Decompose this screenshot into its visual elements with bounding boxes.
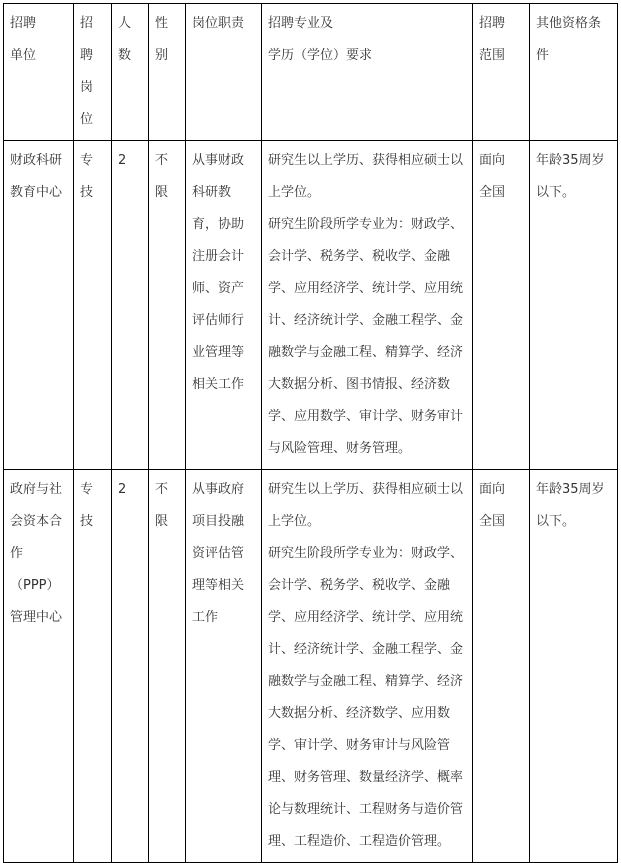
cell-requirements xyxy=(262,141,473,470)
header-cell-gender: 性 别 xyxy=(149,4,186,141)
table-header-row xyxy=(4,4,618,141)
cell-scope: 面向 全国 xyxy=(473,470,530,863)
header-cell-unit: 招聘 单位 xyxy=(4,4,74,141)
requirement-degree: 研究生以上学历、获得相应硕士以上学位。 xyxy=(268,153,464,200)
header-cell-requirements: 招聘专业及 学历（学位）要求 xyxy=(262,4,473,141)
header-cell-count: 人 数 xyxy=(112,4,149,141)
header-cell-scope: 招聘 范围 xyxy=(473,4,530,141)
requirement-degree: 研究生以上学历、获得相应硕士以上学位。 xyxy=(268,482,464,529)
cell-gender: 不 限 xyxy=(149,141,186,470)
cell-duty: 从事政府 项目投融 资评估管 理等相关 工作 xyxy=(186,470,262,863)
header-cell-post: 招 聘 岗 位 xyxy=(74,4,112,141)
table-row xyxy=(4,141,618,470)
cell-scope: 面向 全国 xyxy=(473,141,530,470)
cell-other: 年龄35周岁 以下。 xyxy=(530,470,618,863)
cell-other: 年龄35周岁 以下。 xyxy=(530,141,618,470)
cell-gender: 不 限 xyxy=(149,470,186,863)
requirement-majors: 研究生阶段所学专业为：财政学、会计学、税务学、税收学、金融学、应用经济学、统计学、应用统计、经济统计学、金融工程学、金融数学与金融工程、精算学、经济大数据分析、图书情报、经济数学、应用数学、审计学、财务审计与风险管理、财务管理。 xyxy=(268,217,464,456)
recruitment-document xyxy=(3,3,618,863)
cell-count: 2 xyxy=(112,470,149,863)
recruitment-table xyxy=(3,3,618,863)
table-row xyxy=(4,470,618,863)
cell-count: 2 xyxy=(112,141,149,470)
cell-requirements xyxy=(262,470,473,863)
cell-unit: 财政科研 教育中心 xyxy=(4,141,74,470)
header-cell-other: 其他资格条 件 xyxy=(530,4,618,141)
cell-unit: 政府与社 会资本合 作 （PPP） 管理中心 xyxy=(4,470,74,863)
requirement-majors: 研究生阶段所学专业为：财政学、会计学、税务学、税收学、金融学、应用经济学、统计学、应用统计、经济统计学、金融工程学、金融数学与金融工程、精算学、经济大数据分析、经济数学、应用数学、审计学、财务审计与风险管理、财务管理、数量经济学、概率论与数理统计、工程财务与造价管理、工程造价、工程造价管理。 xyxy=(268,546,464,849)
cell-duty: 从事财政 科研教 育，协助 注册会计 师、资产 评估师行 业管理等 相关工作 xyxy=(186,141,262,470)
cell-post: 专 技 xyxy=(74,141,112,470)
header-cell-duty: 岗位职责 xyxy=(186,4,262,141)
cell-post: 专 技 xyxy=(74,470,112,863)
